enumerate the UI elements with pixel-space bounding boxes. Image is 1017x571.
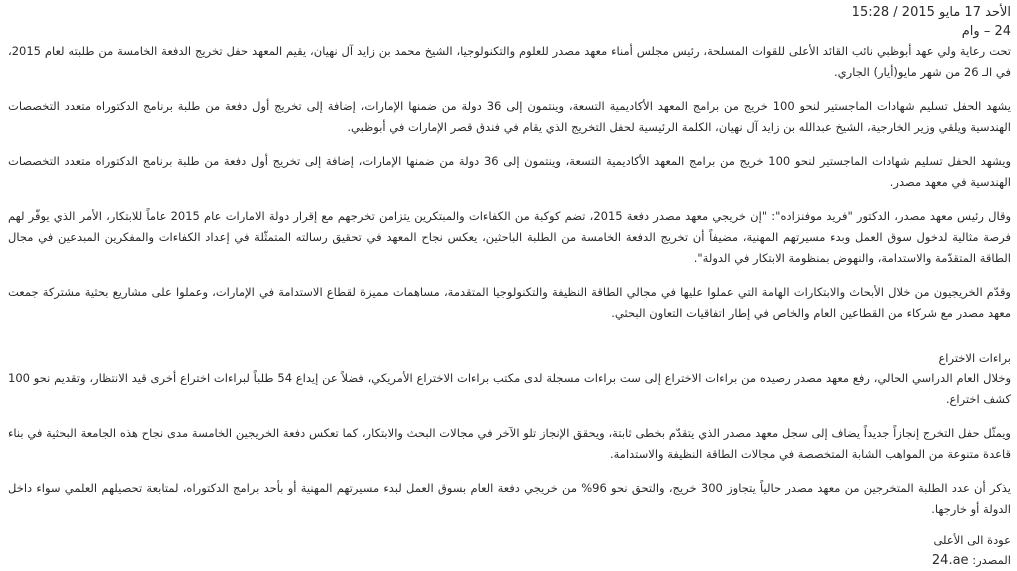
- back-to-top-link[interactable]: عودة الى الأعلى: [933, 533, 1011, 547]
- paragraph: ويشهد الحفل تسليم شهادات الماجستير لنحو 100 خريج من برامج المعهد الأكاديمية التسعة، وينتمون إلى 36 دولة من ضمنها الإمارات، إضافة إلى تخريج أول دفعة من طلبة برنامج الدكتوراه متعدد التخصصات الهندسية في معهد مصدر.: [8, 154, 1012, 189]
- paragraph: يشهد الحفل تسليم شهادات الماجستير لنحو 100 خريج من برامج المعهد الأكاديمية التسعة، وينتمون إلى 36 دولة من ضمنها الإمارات، إضافة إلى تخريج أول دفعة من طلبة برنامج الدكتوراه متعدد التخصصات الهندسية ويلقي وزير الخارجية، الشيخ عبدالله بن زايد آل نهيان، الكلمة الرئيسية لحفل التخريج الذي يقام في فندق قصر الإمارات في أبوظبي.: [8, 99, 1011, 134]
- paragraph: يذكر أن عدد الطلبة المتخرجين من معهد مصدر حالياً يتجاوز 300 خريج، والتحق نحو 96% من خريجي دفعة العام بسوق العمل لبدء مسيرتهم المهنية أو بأحد برامج الدكتوراه، لمتابعة تحصيلهم العلمي سواء داخل الدولة أو خارجها.: [8, 481, 1012, 516]
- paragraph: ويمثّل حفل التخرج إنجازاً جديداً يضاف إلى سجل معهد مصدر الذي يتقدّم بخطى ثابتة، ويحقق الإنجاز تلو الآخر في مجالات البحث والابتكار، كما تعكس دفعة الخريجين الخامسة مدى نجاح هذه الجامعة البحثية في بناء قاعدة متنوعة من المواهب الشابة المتخصصة في مجالات الطاقة النظيفة والاستدامة.: [8, 426, 1011, 461]
- paragraph: وخلال العام الدراسي الحالي، رفع معهد مصدر رصيده من براءات الاختراع إلى ست براءات مسجلة لدى مكتب براءات الاختراع الأمريكي، فضلاً عن إيداع 54 طلباً لبراءات اختراع أخرى قيد الانتظار، وتقديم نحو 100 كشف اختراع.: [8, 371, 1011, 406]
- section-heading: براءات الاختراع: [938, 351, 1011, 365]
- paragraph: وقال رئيس معهد مصدر، الدكتور "فريد موفنزاده": "إن خريجي معهد مصدر دفعة 2015، تضم كوكبة من الكفاءات والمبتكرين يتزامن تخرجهم مع إقرار دولة الامارات عام 2015 عاماً للابتكار، الأمر الذي يوفّر لهم فرصة مثالية لدخول سوق العمل وبدء مسيرتهم المهنية، مضيفاً أن تخريج الدفعة الخامسة من الطلبة الباحثين، يعكس نجاح المعهد في تحقيق رسالته المتمثّلة في إعداد الكفاءات والمفكرين المبدعين في مجال الطاقة المتقدّمة والاستدامة، والنهوض بمنظومة الابتكار في الدولة".: [8, 209, 1011, 265]
- article-date: الأحد 17 مايو 2015 / 15:28: [851, 5, 1011, 20]
- paragraph: تحت رعاية ولي عهد أبوظبي نائب القائد الأعلى للقوات المسلحة، رئيس مجلس أمناء معهد مصدر للعلوم والتكنولوجيا، الشيخ محمد بن زايد آل نهيان، يقيم المعهد حفل تخريج الدفعة الخامسة من طلبته لعام 2015، في الـ 26 من شهر مايو(أيار) الجاري.: [8, 44, 1011, 79]
- article-footer: [8, 530, 1011, 571]
- paragraph: وقدّم الخريجيون من خلال الأبحاث والابتكارات الهامة التي عملوا عليها في مجالي الطاقة النظيفة والتكنولوجيا المتقدمة، مساهمات مميزة لقطاع الاستدامة في الإمارات، وعملوا على مشاريع بحثية مشتركة جمعت معهد مصدر مع شركاء من القطاعين العام والخاص في إطار اتفاقيات التعاون البحثي.: [8, 285, 1011, 320]
- source-label: المصدر:: [972, 553, 1011, 567]
- source-attribution: [8, 550, 1011, 571]
- article-source-line: 24 – وام: [961, 24, 1011, 39]
- source-value: 24.ae: [931, 553, 969, 568]
